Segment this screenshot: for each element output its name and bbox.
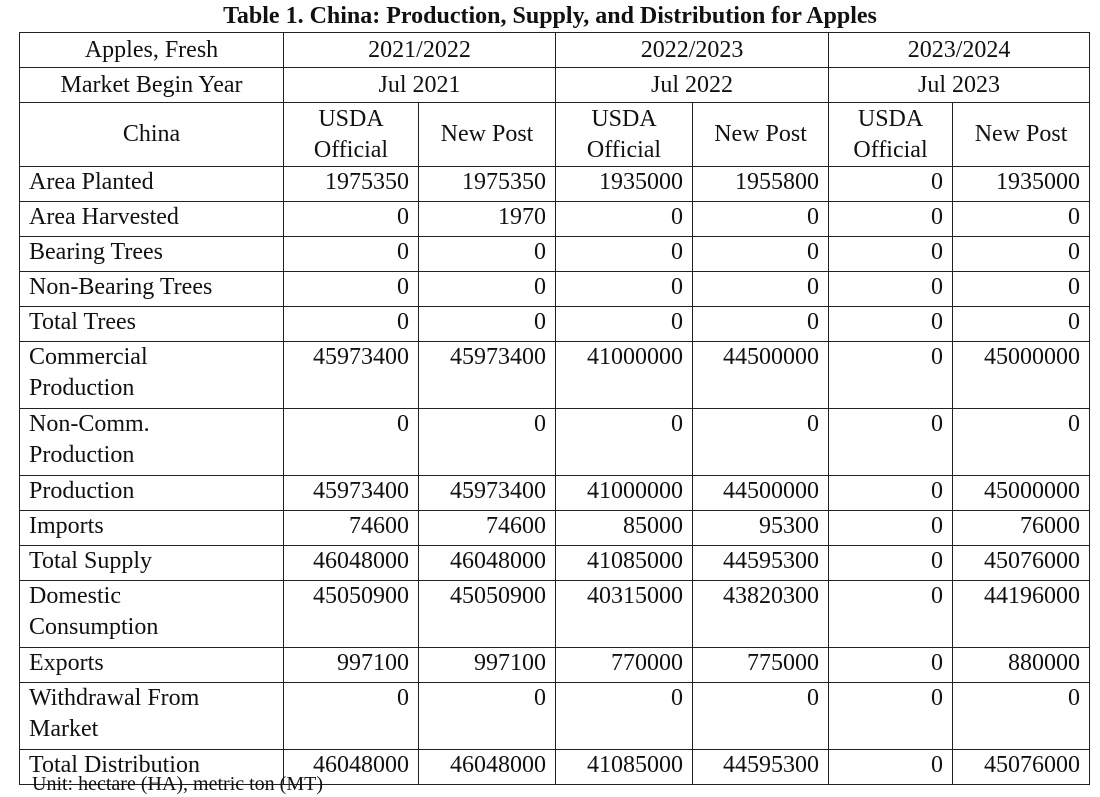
value-cell: 41000000 [556,476,693,511]
value-cell: 46048000 [284,546,419,581]
value-cell: 770000 [556,648,693,683]
value-cell: 0 [829,546,953,581]
value-cell: 0 [556,683,693,750]
value-cell: 0 [829,511,953,546]
value-cell: 44595300 [693,546,829,581]
market-begin-value: Jul 2021 [284,68,556,103]
row-label: Non-Comm. Production [20,409,284,476]
value-cell: 0 [953,683,1090,750]
value-cell: 997100 [419,648,556,683]
row-label: Bearing Trees [20,237,284,272]
row-label: Total Supply [20,546,284,581]
value-cell: 44500000 [693,476,829,511]
value-cell: 0 [829,409,953,476]
row-label: Area Harvested [20,202,284,237]
value-cell: 0 [284,237,419,272]
table-row [20,237,1090,272]
value-cell: 45050900 [284,581,419,648]
value-cell: 0 [556,409,693,476]
commodity-header: Apples, Fresh [20,33,284,68]
value-cell: 0 [556,202,693,237]
value-cell: 40315000 [556,581,693,648]
value-cell: 41000000 [556,342,693,409]
value-cell: 0 [829,307,953,342]
value-cell: 997100 [284,648,419,683]
value-cell: 0 [829,342,953,409]
value-cell: 1935000 [556,167,693,202]
value-cell: 0 [829,167,953,202]
new-post-header: New Post [693,103,829,167]
value-cell: 0 [419,683,556,750]
value-cell: 0 [829,202,953,237]
value-cell: 45000000 [953,476,1090,511]
value-cell: 0 [556,237,693,272]
year-header: 2022/2023 [556,33,829,68]
new-post-header: New Post [953,103,1090,167]
year-header: 2023/2024 [829,33,1090,68]
value-cell: 0 [693,237,829,272]
value-cell: 76000 [953,511,1090,546]
psd-table [19,32,1090,785]
table-row [20,342,1090,409]
row-label: Domestic Consumption [20,581,284,648]
value-cell: 41085000 [556,750,693,785]
value-cell: 74600 [419,511,556,546]
table-row [20,272,1090,307]
market-begin-value: Jul 2023 [829,68,1090,103]
value-cell: 45973400 [419,476,556,511]
value-cell: 0 [953,307,1090,342]
value-cell: 74600 [284,511,419,546]
row-label: Total Trees [20,307,284,342]
table-row [20,511,1090,546]
value-cell: 0 [829,272,953,307]
value-cell: 0 [284,307,419,342]
value-cell: 46048000 [284,750,419,785]
table-row [20,683,1090,750]
table-row [20,546,1090,581]
value-cell: 45973400 [419,342,556,409]
table-row [20,476,1090,511]
header-row-years [20,33,1090,68]
value-cell: 0 [829,648,953,683]
value-cell: 0 [829,237,953,272]
value-cell: 0 [693,272,829,307]
row-label: Commercial Production [20,342,284,409]
value-cell: 0 [419,237,556,272]
usda-official-header: USDA Official [556,103,693,167]
table-row [20,307,1090,342]
country-header: China [20,103,284,167]
row-label: Total Distribution [20,750,284,785]
value-cell: 43820300 [693,581,829,648]
table-row [20,581,1090,648]
value-cell: 0 [829,750,953,785]
value-cell: 0 [419,307,556,342]
value-cell: 0 [693,409,829,476]
unit-note: Unit: hectare (HA), metric ton (MT) [32,773,324,795]
value-cell: 0 [556,272,693,307]
row-label: Production [20,476,284,511]
value-cell: 45076000 [953,546,1090,581]
value-cell: 1935000 [953,167,1090,202]
value-cell: 0 [953,409,1090,476]
table-row [20,202,1090,237]
usda-official-header: USDA Official [284,103,419,167]
value-cell: 45973400 [284,342,419,409]
value-cell: 95300 [693,511,829,546]
value-cell: 0 [829,476,953,511]
value-cell: 0 [284,683,419,750]
row-label: Area Planted [20,167,284,202]
value-cell: 46048000 [419,546,556,581]
value-cell: 45000000 [953,342,1090,409]
market-begin-value: Jul 2022 [556,68,829,103]
header-row-begin [20,68,1090,103]
value-cell: 0 [284,409,419,476]
value-cell: 0 [829,581,953,648]
table-row [20,409,1090,476]
table-row [20,167,1090,202]
market-begin-label: Market Begin Year [20,68,284,103]
value-cell: 0 [953,237,1090,272]
value-cell: 44500000 [693,342,829,409]
value-cell: 0 [953,272,1090,307]
value-cell: 0 [829,683,953,750]
row-label: Imports [20,511,284,546]
value-cell: 45076000 [953,750,1090,785]
value-cell: 880000 [953,648,1090,683]
new-post-header: New Post [419,103,556,167]
value-cell: 1975350 [284,167,419,202]
value-cell: 46048000 [419,750,556,785]
value-cell: 45050900 [419,581,556,648]
table-row [20,648,1090,683]
value-cell: 1975350 [419,167,556,202]
year-header: 2021/2022 [284,33,556,68]
value-cell: 1970 [419,202,556,237]
value-cell: 0 [693,202,829,237]
value-cell: 41085000 [556,546,693,581]
row-label: Withdrawal From Market [20,683,284,750]
value-cell: 0 [419,409,556,476]
value-cell: 44595300 [693,750,829,785]
row-label: Exports [20,648,284,683]
value-cell: 0 [953,202,1090,237]
value-cell: 85000 [556,511,693,546]
value-cell: 0 [693,307,829,342]
table-title: Table 1. China: Production, Supply, and Distribution for Apples [223,3,877,29]
value-cell: 0 [419,272,556,307]
usda-official-header: USDA Official [829,103,953,167]
value-cell: 45973400 [284,476,419,511]
value-cell: 1955800 [693,167,829,202]
value-cell: 0 [284,272,419,307]
value-cell: 0 [556,307,693,342]
value-cell: 775000 [693,648,829,683]
value-cell: 44196000 [953,581,1090,648]
value-cell: 0 [284,202,419,237]
row-label: Non-Bearing Trees [20,272,284,307]
value-cell: 0 [693,683,829,750]
header-row-columns [20,103,1090,167]
